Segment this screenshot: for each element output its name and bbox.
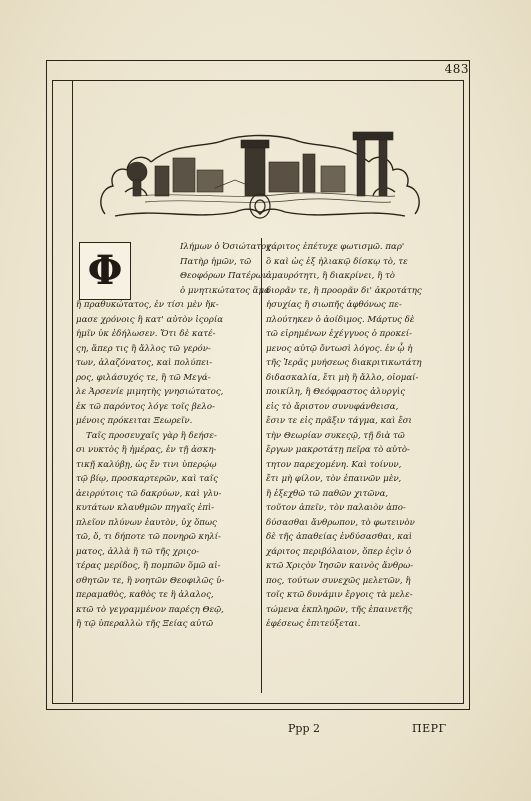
text-line: Ιλήμων ὁ Ὀσιώτατος xyxy=(180,242,272,252)
text-line: ἀειρρύτοις τῶ δακρύων, καὶ γλυ- xyxy=(76,488,222,499)
text-line: τοῦτον ἀπεῖν, τὸν παλαιὸν ἀπο- xyxy=(266,503,406,513)
text-line: περαμαθὸς, καθὸς τε ἢ ἀλαλος, xyxy=(76,590,214,600)
text-line: διορᾶν τε, ἢ προορᾶν δι' ἀκροτάτης xyxy=(266,285,422,296)
text-line: ἡσυχίας ἢ σιωπῆς ἀφθόνως πε- xyxy=(266,300,402,310)
signature-mark: Ppp 2 xyxy=(288,722,320,735)
text-line: μενος αὐτῷ ὄντωσὶ λόγος. ἐν ᾧ ἡ xyxy=(266,343,413,354)
text-line: των, ἀλαζόνατος, καὶ πολύπει- xyxy=(76,358,213,368)
text-line: διδασκαλία, ἔτι μὴ ἢ ἄλλο, οἱομαί- xyxy=(266,372,419,383)
text-line: τῷ βίῳ, προσκαρτερῶν, καὶ ταῖς xyxy=(76,474,218,484)
text-line: κυτάτων κλαυθμῶν πηγαῖς ἐπὶ- xyxy=(76,503,215,513)
text-line: ἐκ τῶ παρόντος λόγε τοῖς βελο- xyxy=(76,401,215,412)
text-line: δύσασθαι ἄνθρωπον, τὸ φωτεινὸν xyxy=(266,517,415,528)
text-line: ρος, φιλάσυχός τε, ἢ τῶ Μεγά- xyxy=(76,372,211,383)
text-line: ἡμῖν ὐκ ἐδήλωσεν. Ὅτι δὲ κατέ- xyxy=(76,329,216,339)
text-line: ἐφέσεως ἐπιτεύξεται. xyxy=(266,619,361,629)
text-line: Θεοφόρων Πατέρων xyxy=(180,271,268,281)
text-line: τῶ εἰρημένων ἐχέγγυος ὁ προκεί- xyxy=(266,329,413,339)
text-line: ματος, ἀλλὰ ἢ τῶ τῆς χριςο- xyxy=(76,546,200,557)
landscape-buildings xyxy=(127,132,393,196)
text-line: πλούτηκεν ὁ ἀοίδιμος. Μάρτυς δὲ xyxy=(266,314,415,325)
text-line: ἔσιν τε εἰς πρᾶξιν τάγμα, καὶ ἔσι xyxy=(266,416,412,426)
text-line: δὲ τῆς ἀπαθείας ἐνδύσασθαι, καὶ xyxy=(266,532,413,542)
drop-cap-letter: Φ xyxy=(87,247,123,294)
text-line: κτῶ τὸ γεγραμμένον παρέςη Θεῷ, xyxy=(76,604,224,615)
text-line: μένοις πρόκειται Ξεωρεῖν. xyxy=(76,416,193,426)
text-line: Ταῖς προσευχαῖς γὰρ ἢ δεήσε- xyxy=(86,430,217,441)
text-line: ὃ καὶ ὡς ἐξ ἠλιακῷ δίσκῳ τὸ, τε xyxy=(266,256,408,267)
engraved-headpiece-vignette xyxy=(95,96,425,224)
text-line: ἢ πραθυκώτατος, ἐν τίσι μὲν ἤκ- xyxy=(76,300,219,310)
text-line: ὁ μνητικώτατος ἅμα xyxy=(180,285,270,296)
text-line: κτῶ Χριςὸν Ἰησῶν καινὸς ἄνθρω- xyxy=(266,561,413,571)
page-number: 483 xyxy=(444,62,469,76)
text-line: ςη, ἅπερ τις ἢ ἄλλος τῶ γερόν- xyxy=(76,343,211,354)
text-line: ἔργων μακροτάτῃ πεῖρα τὸ αὐτὸ- xyxy=(266,445,410,455)
text-line: Πατὴρ ἡμῶν, τῶ xyxy=(180,256,252,267)
catchword: ΠΕΡΓ xyxy=(412,722,447,735)
text-line: σθητῶν τε, ἢ νοητῶν Θεοφιλῶς ὑ- xyxy=(76,575,225,586)
column-divider xyxy=(261,238,262,693)
text-column-right xyxy=(266,240,458,632)
text-line: τῶ, ὅ, τι δήποτε τῶ πονηρῶ κηλί- xyxy=(76,532,221,542)
text-line: τητον παρεχομένη. Καὶ τοίνυν, xyxy=(266,459,402,470)
text-line: λε Ἀρσενίε μιμητὴς γνησιώτατος, xyxy=(76,387,224,397)
text-line: τώμενα ἐκπληρῶν, τῆς ἐπαινετῆς xyxy=(266,604,413,615)
text-line: ἔτι μὴ φίλον, τὸν ἐπαινῶν μὲν, xyxy=(266,474,402,484)
text-line: τὴν Θεωρίαν συκεςῷ, τῇ διὰ τῶ xyxy=(266,430,405,441)
text-line: τοῖς κτῶ δυνάμιν ἔργοις τὰ μελε- xyxy=(266,590,413,600)
text-line: ἢ τῷ ὑπεραλλὼ τῆς Ξείας αὐτῶ xyxy=(76,619,213,629)
text-line: χάριτος ἐπέτυχε φωτισμῶ. παρ' xyxy=(266,242,405,252)
text-line: ποικίλη, ἢ Θεόφραστος ἀλυργὶς xyxy=(266,387,406,397)
text-line: μασε χρόνοις ἢ κατ' αὐτὸν ἱςορία xyxy=(76,314,224,325)
text-line: ἢ ἐξεχθῶ τῶ παθῶν χιτῶνα, xyxy=(266,488,389,499)
text-line: χάριτος περιβόλαιον, ὅπερ ἐςὶν ὁ xyxy=(266,546,412,557)
text-line: τῆς Ἱερᾶς μυήσεως διακριτικωτάτη xyxy=(266,358,422,368)
text-line: σι νυκτὸς ἢ ἡμέρας, ἐν τῇ ἀσκη- xyxy=(76,445,217,455)
text-line: πος, τούτων συνεχῶς μελετῶν, ἢ xyxy=(266,575,411,586)
text-line: πλεῖον πλύνων ἑαυτὸν, ὐχ ὅπως xyxy=(76,517,217,528)
text-line: τικῇ καλύβῃ, ὡς ἔν τινι ὑπερῴῳ xyxy=(76,459,217,470)
text-line: τέρας μερίδος, ἢ πομπῶν ὅμῶ αἰ- xyxy=(76,561,221,571)
text-line: ἀμαυρότητι, ἢ διακρίνει, ἢ τὸ xyxy=(266,271,395,281)
text-line: εἰς τὸ ἄριστον συνυφάνθεισα, xyxy=(266,401,399,412)
text-column-left xyxy=(76,240,272,632)
left-margin-rule xyxy=(72,80,73,702)
